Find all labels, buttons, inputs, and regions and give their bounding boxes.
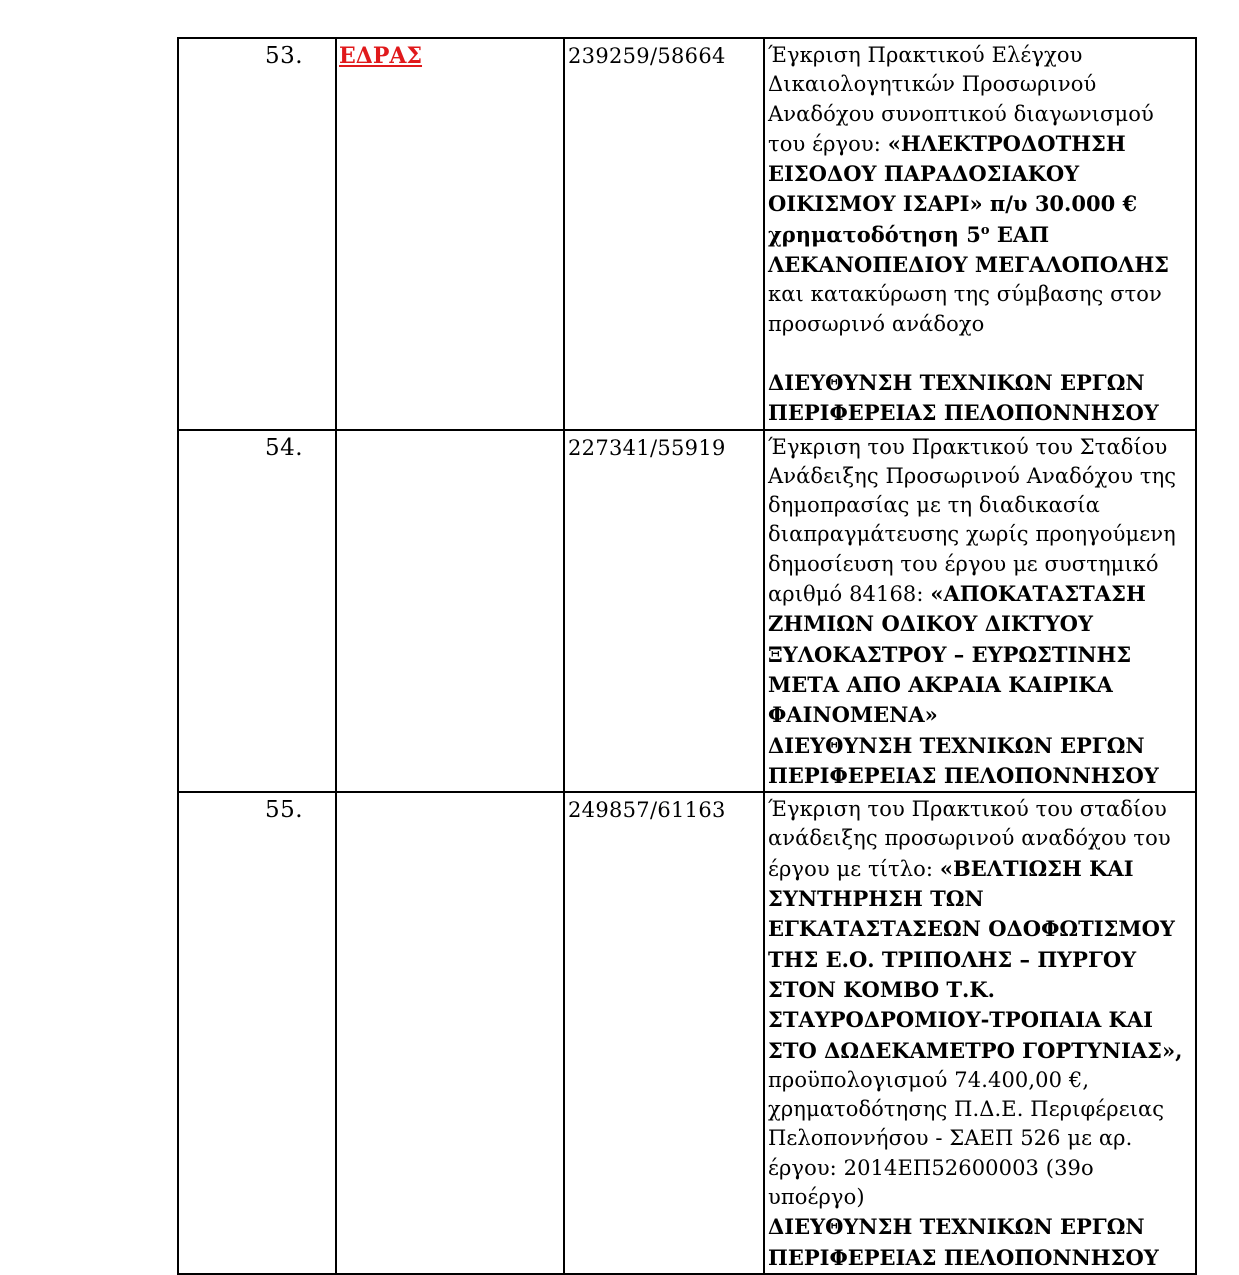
description-intro: Έγκριση του Πρακτικού του Σταδίου Ανάδειξης Προσωρινού Αναδόχου της δημοπρασίας με τη διαδικασία διαπραγμάτευσης χωρίς προηγούμενη δημοσίευση του έργου με συστημικό αριθμό 84168: — [768, 434, 1177, 607]
project-title: «ΗΛΕΚΤΡΟΔΟΤΗΣΗ ΕΙΣΟΔΟΥ ΠΑΡΑΔΟΣΙΑΚΟΥ ΟΙΚΙΣΜΟΥ ΙΣΑΡΙ» π/υ 30.000 € χρηματοδότηση 5 — [768, 130, 1138, 247]
description-tail: και κατακύρωση της σύμβασης στον προσωρινό ανάδοχο — [768, 282, 1162, 336]
protocol-number: 227341/55919 — [564, 430, 764, 793]
item-tag-cell — [336, 792, 564, 1274]
department-name: ΔΙΕΥΘΥΝΣΗ ΤΕΧΝΙΚΩΝ ΕΡΓΩΝ ΠΕΡΙΦΕΡΕΙΑΣ ΠΕΛΟΠΟΝΝΗΣΟΥ — [768, 369, 1159, 426]
item-description — [764, 792, 1196, 1274]
item-tag-cell — [336, 430, 564, 793]
item-number: 55. — [178, 792, 336, 1274]
protocol-number: 239259/58664 — [564, 38, 764, 430]
item-tag-cell — [336, 38, 564, 430]
agenda-table — [177, 37, 1197, 1275]
item-tag: ΕΔΡΑΣ — [339, 43, 423, 69]
item-number: 53. — [178, 38, 336, 430]
project-title: «ΒΕΛΤΙΩΣΗ ΚΑΙ ΣΥΝΤΗΡΗΣΗ ΤΩΝ ΕΓΚΑΤΑΣΤΑΣΕΩΝ ΟΔΟΦΩΤΙΣΜΟΥ ΤΗΣ Ε.Ο. ΤΡΙΠΟΛΗΣ – ΠΥΡΓΟΥ ΣΤΟΝ ΚΟΜΒΟ Τ.Κ. ΣΤΑΥΡΟΔΡΟΜΙΟΥ-ΤΡΟΠΑΙΑ ΚΑΙ ΣΤΟ ΔΩΔΕΚΑΜΕΤΡΟ ΓΟΡΤΥΝΙΑΣ», — [768, 855, 1183, 1063]
item-description — [764, 430, 1196, 793]
project-title: «ΑΠΟΚΑΤΑΣΤΑΣΗ ΖΗΜΙΩΝ ΟΔΙΚΟΥ ΔΙΚΤΥΟΥ ΞΥΛΟΚΑΣΤΡΟΥ – ΕΥΡΩΣΤΙΝΗΣ ΜΕΤΑ ΑΠΟ ΑΚΡΑΙΑ ΚΑΙΡΙΚΑ ΦΑΙΝΟΜΕΝΑ» — [768, 581, 1146, 728]
protocol-number: 249857/61163 — [564, 792, 764, 1274]
department-name: ΔΙΕΥΘΥΝΣΗ ΤΕΧΝΙΚΩΝ ΕΡΓΩΝ ΠΕΡΙΦΕΡΕΙΑΣ ΠΕΛΟΠΟΝΝΗΣΟΥ — [768, 732, 1159, 788]
department-name: ΔΙΕΥΘΥΝΣΗ ΤΕΧΝΙΚΩΝ ΕΡΓΩΝ ΠΕΡΙΦΕΡΕΙΑΣ ΠΕΛΟΠΟΝΝΗΣΟΥ — [768, 1214, 1159, 1270]
description-intro: Έγκριση του Πρακτικού του σταδίου ανάδειξης προσωρινού αναδόχου του έργου με τίτλο: — [768, 797, 1171, 881]
ordinal-superscript: ο — [980, 222, 990, 238]
item-number: 54. — [178, 430, 336, 793]
project-title-cont: ΕΑΠ ΛΕΚΑΝΟΠΕΔΙΟΥ ΜΕΓΑΛΟΠΟΛΗΣ — [768, 221, 1170, 278]
table-row — [178, 792, 1196, 1274]
description-tail: προϋπολογισμού 74.400,00 €, χρηματοδότησης Π.Δ.Ε. Περιφέρειας Πελοποννήσου - ΣΑΕΠ 526 με αρ. έργου: 2014ΕΠ52600003 (39ο υποέργο) — [768, 1067, 1165, 1209]
item-description — [764, 38, 1196, 430]
description-intro: Έγκριση Πρακτικού Ελέγχου Δικαιολογητικών Προσωρινού Αναδόχου συνοπτικού διαγωνισμού του έργου: — [768, 43, 1154, 156]
table-row — [178, 430, 1196, 793]
table-row — [178, 38, 1196, 430]
